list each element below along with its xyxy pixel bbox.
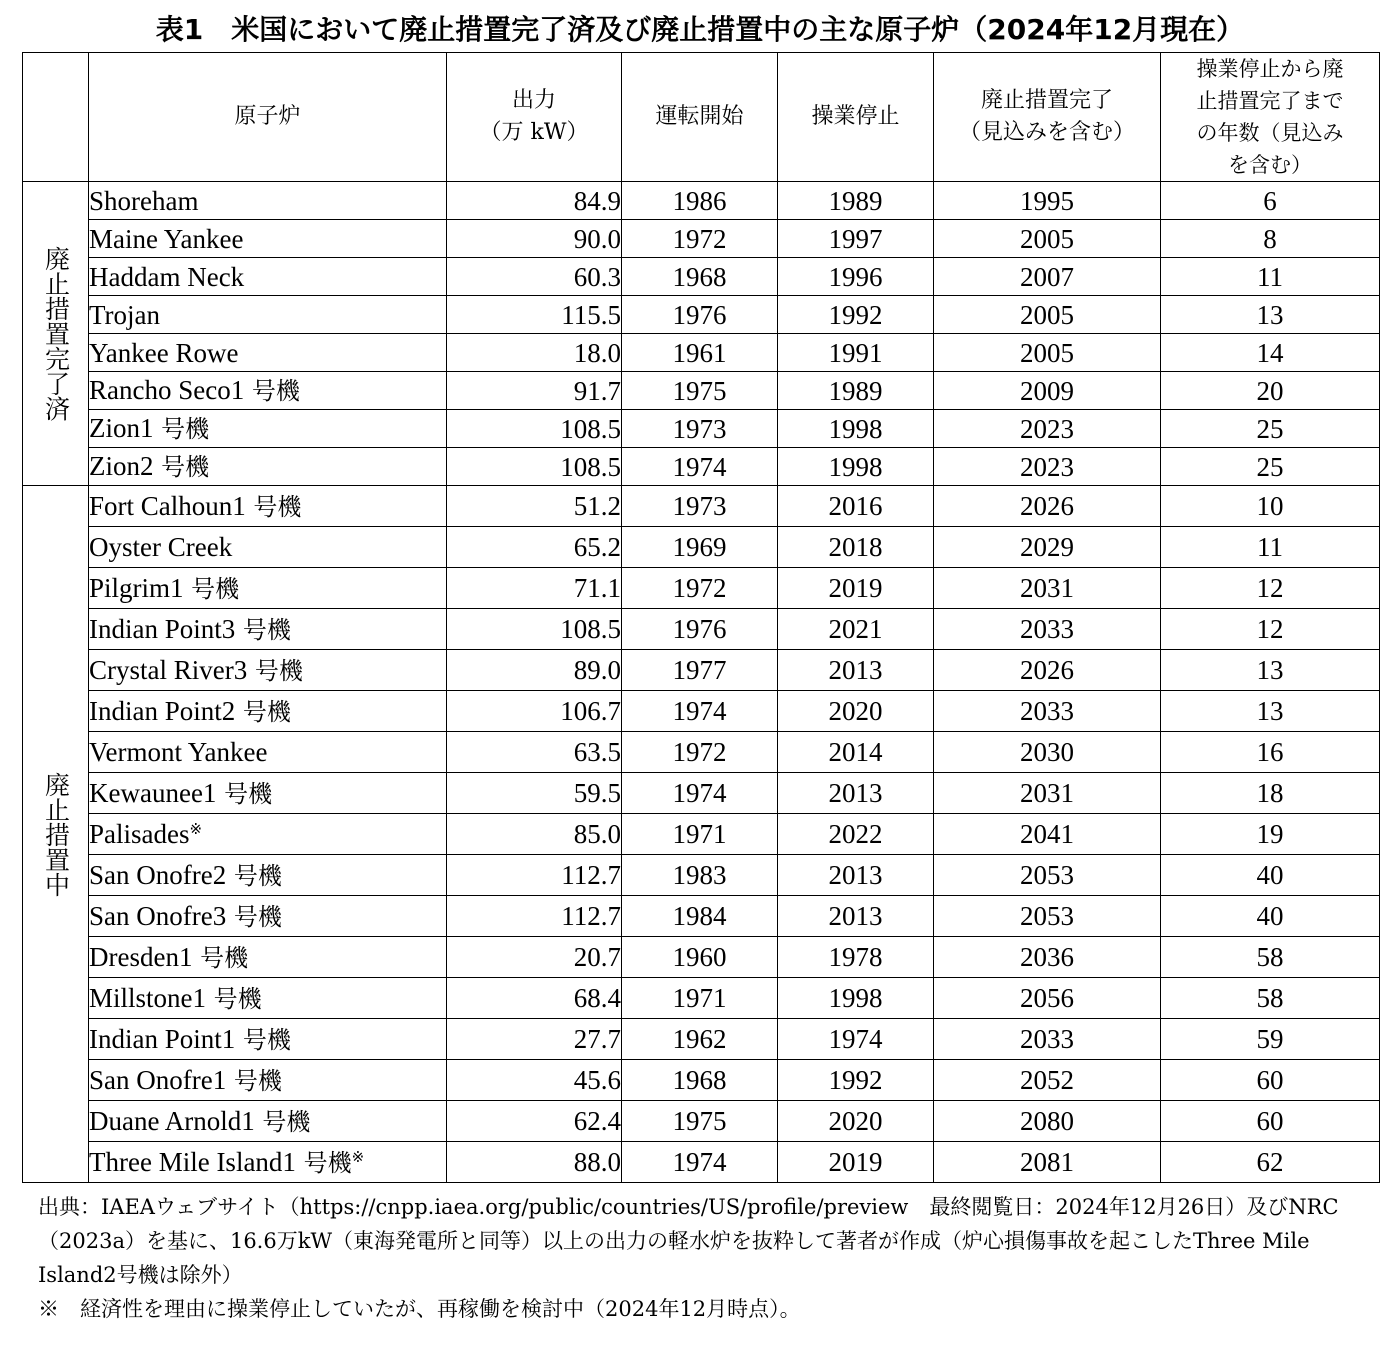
years-cell: 18 — [1161, 773, 1380, 814]
years-cell: 13 — [1161, 296, 1380, 334]
unit-suffix: 号機 — [295, 1148, 352, 1177]
group-label: 廃止措置完了済 — [23, 182, 89, 486]
table-row — [23, 1142, 1380, 1183]
complete-year-cell: 2081 — [934, 1142, 1161, 1183]
reactor-name-cell — [89, 410, 447, 448]
complete-year-cell: 2080 — [934, 1101, 1161, 1142]
stop-year-cell: 2019 — [778, 568, 934, 609]
years-cell: 40 — [1161, 896, 1380, 937]
stop-year-cell: 1974 — [778, 1019, 934, 1060]
reactor-name: Three Mile Island1 — [89, 1146, 296, 1177]
table-row — [23, 732, 1380, 773]
output-cell: 68.4 — [447, 978, 622, 1019]
reactor-name-cell — [89, 568, 447, 609]
reactor-name: Zion1 — [89, 413, 154, 443]
header-years: 操業停止から廃 止措置完了まで の年数（見込み を含む） — [1161, 53, 1380, 182]
start-year-cell: 1973 — [622, 410, 778, 448]
stop-year-cell: 2019 — [778, 1142, 934, 1183]
unit-suffix: 号機 — [226, 861, 282, 890]
table-row — [23, 773, 1380, 814]
years-cell: 62 — [1161, 1142, 1380, 1183]
start-year-cell: 1973 — [622, 486, 778, 527]
unit-suffix: 号機 — [192, 943, 249, 972]
table-row — [23, 410, 1380, 448]
table-row — [23, 296, 1380, 334]
output-cell: 85.0 — [447, 814, 622, 855]
complete-year-cell: 2053 — [934, 855, 1161, 896]
complete-year-cell: 2041 — [934, 814, 1161, 855]
unit-suffix: 号機 — [244, 377, 300, 405]
reactor-name-cell — [89, 814, 447, 855]
start-year-cell: 1962 — [622, 1019, 778, 1060]
start-year-cell: 1968 — [622, 1060, 778, 1101]
output-cell: 27.7 — [447, 1019, 622, 1060]
note-mark: ※ — [189, 822, 203, 838]
stop-year-cell: 1998 — [778, 978, 934, 1019]
reactor-name: Kewaunee1 — [89, 777, 217, 808]
reactor-name: Rancho Seco1 — [89, 375, 245, 405]
years-cell: 14 — [1161, 334, 1380, 372]
reactor-name: Crystal River3 — [89, 654, 248, 685]
table-row — [23, 609, 1380, 650]
table-row — [23, 334, 1380, 372]
stop-year-cell: 1989 — [778, 372, 934, 410]
reactor-name-cell — [89, 220, 447, 258]
table-row — [23, 486, 1380, 527]
output-cell: 20.7 — [447, 937, 622, 978]
header-output: 出力 （万 kW） — [447, 53, 622, 182]
complete-year-cell: 2052 — [934, 1060, 1161, 1101]
complete-year-cell: 2053 — [934, 896, 1161, 937]
start-year-cell: 1975 — [622, 372, 778, 410]
stop-year-cell: 1997 — [778, 220, 934, 258]
output-cell: 45.6 — [447, 1060, 622, 1101]
years-cell: 11 — [1161, 258, 1380, 296]
table-row — [23, 650, 1380, 691]
start-year-cell: 1972 — [622, 220, 778, 258]
notes — [38, 1190, 1368, 1326]
header-group — [23, 53, 89, 182]
stop-year-cell: 2013 — [778, 773, 934, 814]
stop-year-cell: 2014 — [778, 732, 934, 773]
output-cell: 62.4 — [447, 1101, 622, 1142]
reactor-name: Indian Point3 — [89, 613, 236, 644]
output-cell: 112.7 — [447, 855, 622, 896]
reactor-table — [22, 52, 1380, 1183]
table-row — [23, 258, 1380, 296]
years-cell: 25 — [1161, 448, 1380, 486]
start-year-cell: 1972 — [622, 732, 778, 773]
group-label: 廃止措置中 — [23, 486, 89, 1183]
stop-year-cell: 2020 — [778, 691, 934, 732]
years-cell: 60 — [1161, 1060, 1380, 1101]
table-row — [23, 691, 1380, 732]
years-cell: 59 — [1161, 1019, 1380, 1060]
stop-year-cell: 2013 — [778, 855, 934, 896]
header-complete: 廃止措置完了 （見込みを含む） — [934, 53, 1161, 182]
complete-year-cell: 2029 — [934, 527, 1161, 568]
output-cell: 59.5 — [447, 773, 622, 814]
unit-suffix: 号機 — [245, 492, 302, 521]
reactor-name: Indian Point2 — [89, 695, 236, 726]
years-cell: 11 — [1161, 527, 1380, 568]
years-cell: 20 — [1161, 372, 1380, 410]
output-cell: 65.2 — [447, 527, 622, 568]
unit-suffix: 号機 — [153, 453, 210, 481]
start-year-cell: 1969 — [622, 527, 778, 568]
complete-year-cell: 2056 — [934, 978, 1161, 1019]
output-cell: 90.0 — [447, 220, 622, 258]
stop-year-cell: 1989 — [778, 182, 934, 220]
stop-year-cell: 1998 — [778, 448, 934, 486]
reactor-name: San Onofre1 — [89, 1064, 227, 1095]
years-cell: 16 — [1161, 732, 1380, 773]
output-cell: 115.5 — [447, 296, 622, 334]
reactor-name-cell — [89, 773, 447, 814]
reactor-name: Pilgrim1 — [89, 572, 184, 603]
reactor-name: Shoreham — [89, 185, 199, 216]
output-cell: 71.1 — [447, 568, 622, 609]
output-cell: 60.3 — [447, 258, 622, 296]
reactor-name-cell — [89, 182, 447, 220]
years-cell: 60 — [1161, 1101, 1380, 1142]
reactor-name: Maine Yankee — [89, 223, 244, 254]
reactor-name: Indian Point1 — [89, 1023, 236, 1054]
start-year-cell: 1984 — [622, 896, 778, 937]
reactor-name-cell — [89, 258, 447, 296]
reactor-name-cell — [89, 732, 447, 773]
table-row — [23, 182, 1380, 220]
stop-year-cell: 1992 — [778, 296, 934, 334]
table-row — [23, 855, 1380, 896]
output-cell: 108.5 — [447, 448, 622, 486]
reactor-name-cell — [89, 334, 447, 372]
reactor-name: Zion2 — [89, 451, 154, 481]
unit-suffix: 号機 — [235, 615, 291, 644]
complete-year-cell: 2005 — [934, 296, 1161, 334]
unit-suffix: 号機 — [235, 1025, 291, 1054]
years-cell: 58 — [1161, 978, 1380, 1019]
table-title: 表1 米国において廃止措置完了済及び廃止措置中の主な原子炉（2024年12月現在） — [155, 13, 1245, 46]
complete-year-cell: 2005 — [934, 334, 1161, 372]
output-cell: 89.0 — [447, 650, 622, 691]
source-note: 出典：IAEAウェブサイト（https://cnpp.iaea.org/public/countries/US/profile/preview 最終閲覧日：2024年12月26日）及びNRC（2023a）を基に、16.6万kW（東海発電所と同等）以上の出力の軽水炉を抜粋して著者が作成（炉心損傷事故を起こしたThree Mile Island2号機は除外） — [38, 1195, 1339, 1287]
unit-suffix: 号機 — [153, 415, 210, 443]
reactor-name: San Onofre3 — [89, 900, 227, 931]
reactor-name-cell — [89, 527, 447, 568]
output-cell: 106.7 — [447, 691, 622, 732]
start-year-cell: 1971 — [622, 978, 778, 1019]
years-cell: 25 — [1161, 410, 1380, 448]
reactor-name-cell — [89, 855, 447, 896]
reactor-name-cell — [89, 978, 447, 1019]
complete-year-cell: 2026 — [934, 650, 1161, 691]
years-cell: 6 — [1161, 182, 1380, 220]
output-cell: 18.0 — [447, 334, 622, 372]
table-row — [23, 1060, 1380, 1101]
reactor-name-cell — [89, 896, 447, 937]
table-row — [23, 978, 1380, 1019]
years-cell: 19 — [1161, 814, 1380, 855]
reactor-name: Oyster Creek — [89, 532, 233, 562]
output-cell: 112.7 — [447, 896, 622, 937]
table-row — [23, 568, 1380, 609]
reactor-name: Palisades — [89, 819, 190, 849]
reactor-name: Dresden1 — [89, 941, 193, 972]
years-cell: 13 — [1161, 650, 1380, 691]
reactor-name-cell — [89, 1060, 447, 1101]
start-year-cell: 1983 — [622, 855, 778, 896]
header-reactor: 原子炉 — [89, 53, 447, 182]
start-year-cell: 1974 — [622, 691, 778, 732]
stop-year-cell: 2020 — [778, 1101, 934, 1142]
output-cell: 51.2 — [447, 486, 622, 527]
reactor-name-cell — [89, 650, 447, 691]
stop-year-cell: 2013 — [778, 896, 934, 937]
stop-year-cell: 2018 — [778, 527, 934, 568]
start-year-cell: 1961 — [622, 334, 778, 372]
unit-suffix: 号機 — [226, 1066, 282, 1095]
years-cell: 10 — [1161, 486, 1380, 527]
years-cell: 12 — [1161, 568, 1380, 609]
complete-year-cell: 2005 — [934, 220, 1161, 258]
table-body — [23, 182, 1380, 1183]
table-row — [23, 937, 1380, 978]
start-year-cell: 1974 — [622, 773, 778, 814]
output-cell: 84.9 — [447, 182, 622, 220]
start-year-cell: 1971 — [622, 814, 778, 855]
start-year-cell: 1976 — [622, 296, 778, 334]
reactor-name-cell — [89, 1101, 447, 1142]
stop-year-cell: 1991 — [778, 334, 934, 372]
start-year-cell: 1986 — [622, 182, 778, 220]
output-cell: 63.5 — [447, 732, 622, 773]
stop-year-cell: 2013 — [778, 650, 934, 691]
complete-year-cell: 2030 — [934, 732, 1161, 773]
complete-year-cell: 2031 — [934, 773, 1161, 814]
start-year-cell: 1960 — [622, 937, 778, 978]
stop-year-cell: 1992 — [778, 1060, 934, 1101]
reactor-name-cell — [89, 1019, 447, 1060]
years-cell: 8 — [1161, 220, 1380, 258]
start-year-cell: 1975 — [622, 1101, 778, 1142]
output-cell: 88.0 — [447, 1142, 622, 1183]
reactor-name: San Onofre2 — [89, 859, 227, 890]
reactor-name-cell — [89, 937, 447, 978]
reactor-name: Yankee Rowe — [89, 337, 239, 368]
stop-year-cell: 2021 — [778, 609, 934, 650]
start-year-cell: 1968 — [622, 258, 778, 296]
footnote: ※ 経済性を理由に操業停止していたが、再稼働を検討中（2024年12月時点）。 — [38, 1297, 801, 1321]
complete-year-cell: 1995 — [934, 182, 1161, 220]
stop-year-cell: 2016 — [778, 486, 934, 527]
complete-year-cell: 2026 — [934, 486, 1161, 527]
unit-suffix: 号機 — [247, 656, 303, 685]
complete-year-cell: 2033 — [934, 609, 1161, 650]
unit-suffix: 号機 — [216, 779, 273, 808]
header-row — [23, 53, 1380, 182]
table-row — [23, 896, 1380, 937]
output-cell: 91.7 — [447, 372, 622, 410]
years-cell: 12 — [1161, 609, 1380, 650]
complete-year-cell: 2031 — [934, 568, 1161, 609]
reactor-name-cell — [89, 486, 447, 527]
reactor-name: Trojan — [89, 299, 161, 330]
reactor-name: Duane Arnold1 — [89, 1105, 255, 1136]
table-row — [23, 448, 1380, 486]
unit-suffix: 号機 — [226, 902, 282, 931]
table-row — [23, 220, 1380, 258]
stop-year-cell: 1998 — [778, 410, 934, 448]
reactor-name: Fort Calhoun1 — [89, 490, 246, 521]
complete-year-cell: 2036 — [934, 937, 1161, 978]
header-start: 運転開始 — [622, 53, 778, 182]
start-year-cell: 1974 — [622, 448, 778, 486]
reactor-name-cell — [89, 296, 447, 334]
start-year-cell: 1977 — [622, 650, 778, 691]
reactor-name-cell — [89, 372, 447, 410]
complete-year-cell: 2007 — [934, 258, 1161, 296]
output-cell: 108.5 — [447, 410, 622, 448]
unit-suffix: 号機 — [235, 697, 291, 726]
table-row — [23, 814, 1380, 855]
table-row — [23, 527, 1380, 568]
reactor-name-cell — [89, 691, 447, 732]
reactor-name: Millstone1 — [89, 982, 207, 1013]
stop-year-cell: 2022 — [778, 814, 934, 855]
unit-suffix: 号機 — [206, 984, 262, 1013]
start-year-cell: 1972 — [622, 568, 778, 609]
stop-year-cell: 1978 — [778, 937, 934, 978]
unit-suffix: 号機 — [183, 574, 240, 603]
years-cell: 58 — [1161, 937, 1380, 978]
reactor-name: Vermont Yankee — [89, 737, 268, 767]
header-stop: 操業停止 — [778, 53, 934, 182]
start-year-cell: 1976 — [622, 609, 778, 650]
complete-year-cell: 2033 — [934, 691, 1161, 732]
start-year-cell: 1974 — [622, 1142, 778, 1183]
years-cell: 40 — [1161, 855, 1380, 896]
output-cell: 108.5 — [447, 609, 622, 650]
unit-suffix: 号機 — [254, 1107, 311, 1136]
note-mark: ※ — [351, 1149, 365, 1166]
table-row — [23, 372, 1380, 410]
years-cell: 13 — [1161, 691, 1380, 732]
complete-year-cell: 2023 — [934, 410, 1161, 448]
complete-year-cell: 2009 — [934, 372, 1161, 410]
stop-year-cell: 1996 — [778, 258, 934, 296]
table-row — [23, 1101, 1380, 1142]
table-row — [23, 1019, 1380, 1060]
reactor-name-cell — [89, 609, 447, 650]
complete-year-cell: 2023 — [934, 448, 1161, 486]
reactor-name-cell — [89, 448, 447, 486]
reactor-name: Haddam Neck — [89, 261, 245, 292]
complete-year-cell: 2033 — [934, 1019, 1161, 1060]
reactor-name-cell — [89, 1142, 447, 1183]
